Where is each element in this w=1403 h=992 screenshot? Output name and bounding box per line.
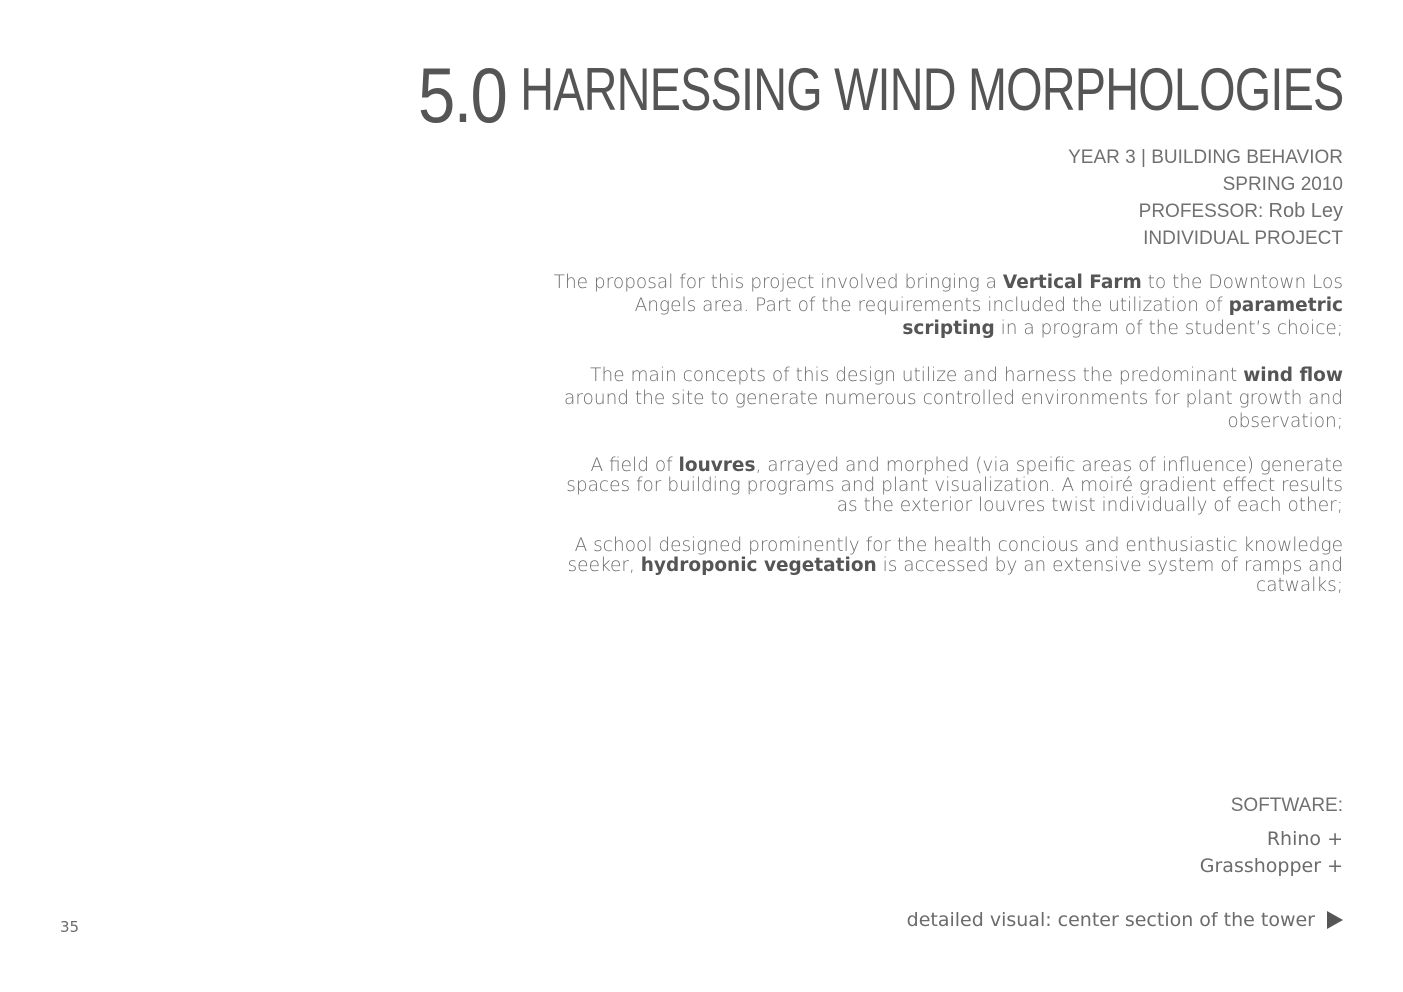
software-item-rhino: Rhino + — [1266, 828, 1343, 850]
paragraph-text: , arrayed and morphed (via speific areas of influence) generate spaces for building programs and plant visualization. A moiré gradient effect results as the exterior louvres twist individually of each other; — [566, 455, 1343, 516]
highlight-term: parametric scripting — [902, 295, 1343, 339]
software-list — [1200, 826, 1343, 880]
project-type-line: INDIVIDUAL PROJECT — [1143, 228, 1343, 249]
paragraph-school — [543, 536, 1343, 596]
paragraph-text: is accessed by an extensive system of ramps and catwalks; — [876, 555, 1343, 596]
professor-label: PROFESSOR: — [1138, 201, 1264, 222]
paragraph-text: A field of — [590, 455, 679, 476]
paragraph-text: The proposal for this project involved bringing a — [553, 272, 1003, 293]
term-line: SPRING 2010 — [1222, 174, 1343, 195]
chapter-title: HARNESSING WIND MORPHOLOGIES — [519, 56, 1343, 123]
page-number: 35 — [60, 918, 80, 936]
professor-line — [1068, 198, 1343, 225]
professor-name: Rob Ley — [1268, 200, 1343, 222]
chapter-number: 5.0 — [418, 51, 507, 139]
highlight-term: hydroponic vegetation — [640, 555, 877, 576]
caption-text: detailed visual: center section of the tower — [906, 909, 1315, 931]
highlight-term: louvres — [678, 455, 756, 476]
paragraph-text: in a program of the student’s choice; — [994, 318, 1343, 339]
play-arrow-icon[interactable] — [1327, 911, 1343, 929]
paragraph-text: A school designed prominently for the health concious and enthusiastic knowledge seeker, — [567, 535, 1343, 576]
paragraph-text: The main concepts of this design utilize and harness the predominant — [590, 365, 1244, 386]
paragraph-concepts — [543, 364, 1343, 433]
highlight-term: Vertical Farm — [1002, 272, 1142, 293]
paragraph-text: to the Downtown Los Angels area. Part of the requirements included the utilization of — [634, 272, 1343, 316]
next-visual-link[interactable] — [907, 909, 1343, 931]
software-item-grasshopper: Grasshopper + — [1199, 855, 1343, 877]
software-label: SOFTWARE: — [1230, 795, 1343, 816]
paragraph-text: around the site to generate numerous controlled environments for plant growth and observation; — [563, 388, 1343, 432]
paragraph-proposal — [543, 271, 1343, 340]
year-line: YEAR 3 | BUILDING BEHAVIOR — [1068, 147, 1343, 168]
project-meta — [1068, 144, 1343, 252]
paragraph-louvres — [543, 456, 1343, 516]
highlight-term: wind flow — [1243, 365, 1343, 386]
